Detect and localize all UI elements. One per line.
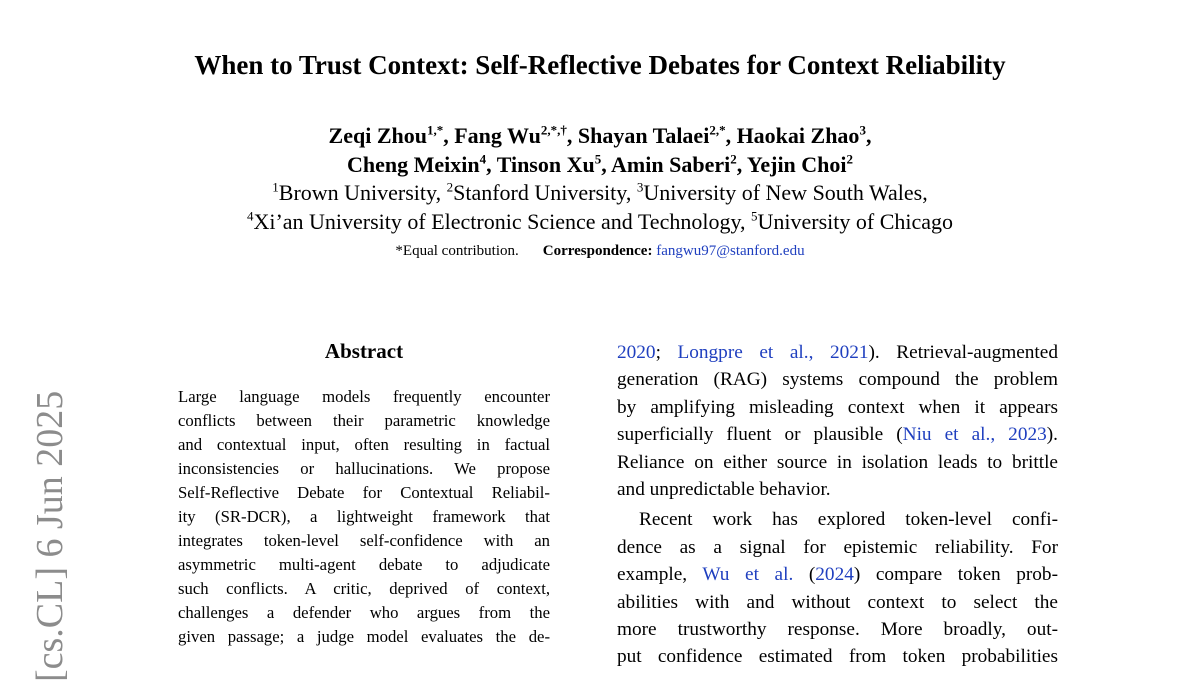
intro-line [617,421,1058,448]
affiliation-mark: 3 [636,179,644,195]
abstract-line: challenges a defender who argues from the [178,603,550,622]
intro-text: ). Retrieval-augmented [868,342,1058,363]
author-name: Haokai Zhao [736,123,860,148]
author-name: Cheng Meixin [346,152,480,177]
citation-link[interactable]: Wu et al. [702,564,794,586]
affiliation-mark: 2 [446,179,454,195]
intro-line: by amplifying misleading context when it appears [617,396,1058,418]
intro-line [617,339,1058,366]
intro-line: put confidence estimated from token probabilities [617,646,1058,668]
abstract-body [178,385,550,649]
abstract-line: integrates token-level self-confidence with an [178,531,550,550]
abstract-line: such conflicts. A critic, deprived of context, [178,579,550,598]
author-affiliation-mark: 1,* [426,122,444,138]
author-name: Fang Wu [454,123,541,148]
abstract-line: conflicts between their parametric knowledge [178,411,550,430]
author-affiliation-mark: 4 [479,151,487,167]
abstract-line: ity (SR-DCR), a lightweight framework that [178,507,550,526]
affiliation-mark: 4 [246,208,254,224]
intro-line: Recent work has explored token-level confi- [639,509,1058,531]
author-affiliation-mark: 3 [859,122,866,138]
intro-line: abilities with and without context to select the [617,591,1058,613]
author-name: Amin Saberi [611,152,731,177]
intro-line: more trustworthy response. More broadly, out- [617,619,1058,641]
intro-text: ) compare token prob- [853,564,1058,586]
author-affiliation-mark: 2,*,† [540,122,567,138]
affiliation-line-1: $^1$Brown University, $^2$Stanford University, $^3$University of New South Wales, [272,179,928,205]
abstract-line: Large language models frequently encounter [178,387,550,406]
citation-link[interactable]: Longpre et al., 2021 [677,342,869,363]
affiliation-name: Stanford University [453,180,626,205]
abstract-line: inconsistencies or hallucinations. We propose [178,459,550,478]
affiliation-name: University of New South Wales [643,180,923,205]
equal-contribution-note: *Equal contribution. [395,243,519,259]
citation-link[interactable]: 2024 [815,564,854,586]
intro-text: ). [1046,424,1058,446]
citation-link[interactable]: 2020 [617,342,656,363]
intro-line: and unpredictable behavior. [617,479,831,501]
intro-text: superficially fluent or plausible ( [617,424,903,446]
affiliation-line-2: $^4$Xi’an University of Electronic Science and Technology, $^5$University of Chicago [246,208,954,234]
correspondence-label: Correspondence: [542,243,653,259]
abstract-line: given passage; a judge model evaluates the de- [178,627,550,646]
author-line-2: Cheng Meixin$^4$, Tinson Xu$^5$, Amin Saberi$^2$, Yejin Choi$^2$ [346,151,854,177]
author-notes [0,240,1200,262]
abstract-line: asymmetric multi-agent debate to adjudicate [178,555,550,574]
abstract-line: and contextual input, often resulting in factual [178,435,550,454]
paper-title: When to Trust Context: Self-Reflective Debates for Context Reliability [194,50,1006,80]
abstract-heading: Abstract [324,339,404,363]
author-affiliation-mark: 2,* [709,122,726,138]
intro-line: dence as a signal for epistemic reliability. For [617,536,1058,558]
author-name: Shayan Talaei [577,123,710,148]
affiliation-mark: 5 [751,208,758,224]
intro-line: Reliance on either source in isolation leads to brittle [617,451,1058,473]
author-line-1: Zeqi Zhou$^{1,*}$, Fang $Wu^{2,*,\dagger}$, Shayan Talaei$^{2,*}$, Haokai Zhao$^3$, [328,122,872,148]
author-name: Yejin Choi [746,152,847,177]
author-list [0,121,1200,179]
author-affiliation-mark: 2 [730,151,737,167]
intro-column [617,339,1058,671]
author-name: Zeqi Zhou [328,123,427,148]
intro-line: generation (RAG) systems compound the problem [617,369,1058,391]
affiliation-name: Brown University [278,180,436,205]
author-name: Tinson Xu [496,152,595,177]
citation-separator: ; [655,342,678,363]
affiliation-name: Xi’an University of Electronic Science and Technology [253,209,741,234]
citation-link[interactable]: Niu et al., 2023 [902,424,1047,446]
arxiv-stamp: [cs.CL] 6 Jun 2025 [29,390,71,682]
correspondence-email-link[interactable]: fangwu97@stanford.edu [656,243,805,259]
author-affiliation-mark: 2 [846,151,854,167]
abstract-line: Self-Reflective Debate for Contextual Reliabil- [178,483,550,502]
affiliation-list [0,178,1200,236]
affiliation-name: University of Chicago [757,209,954,234]
intro-text: example, [617,564,703,586]
author-affiliation-mark: 5 [594,151,602,167]
intro-line [617,561,1058,588]
affiliation-mark: 1 [272,179,279,195]
intro-text: ( [793,564,816,586]
